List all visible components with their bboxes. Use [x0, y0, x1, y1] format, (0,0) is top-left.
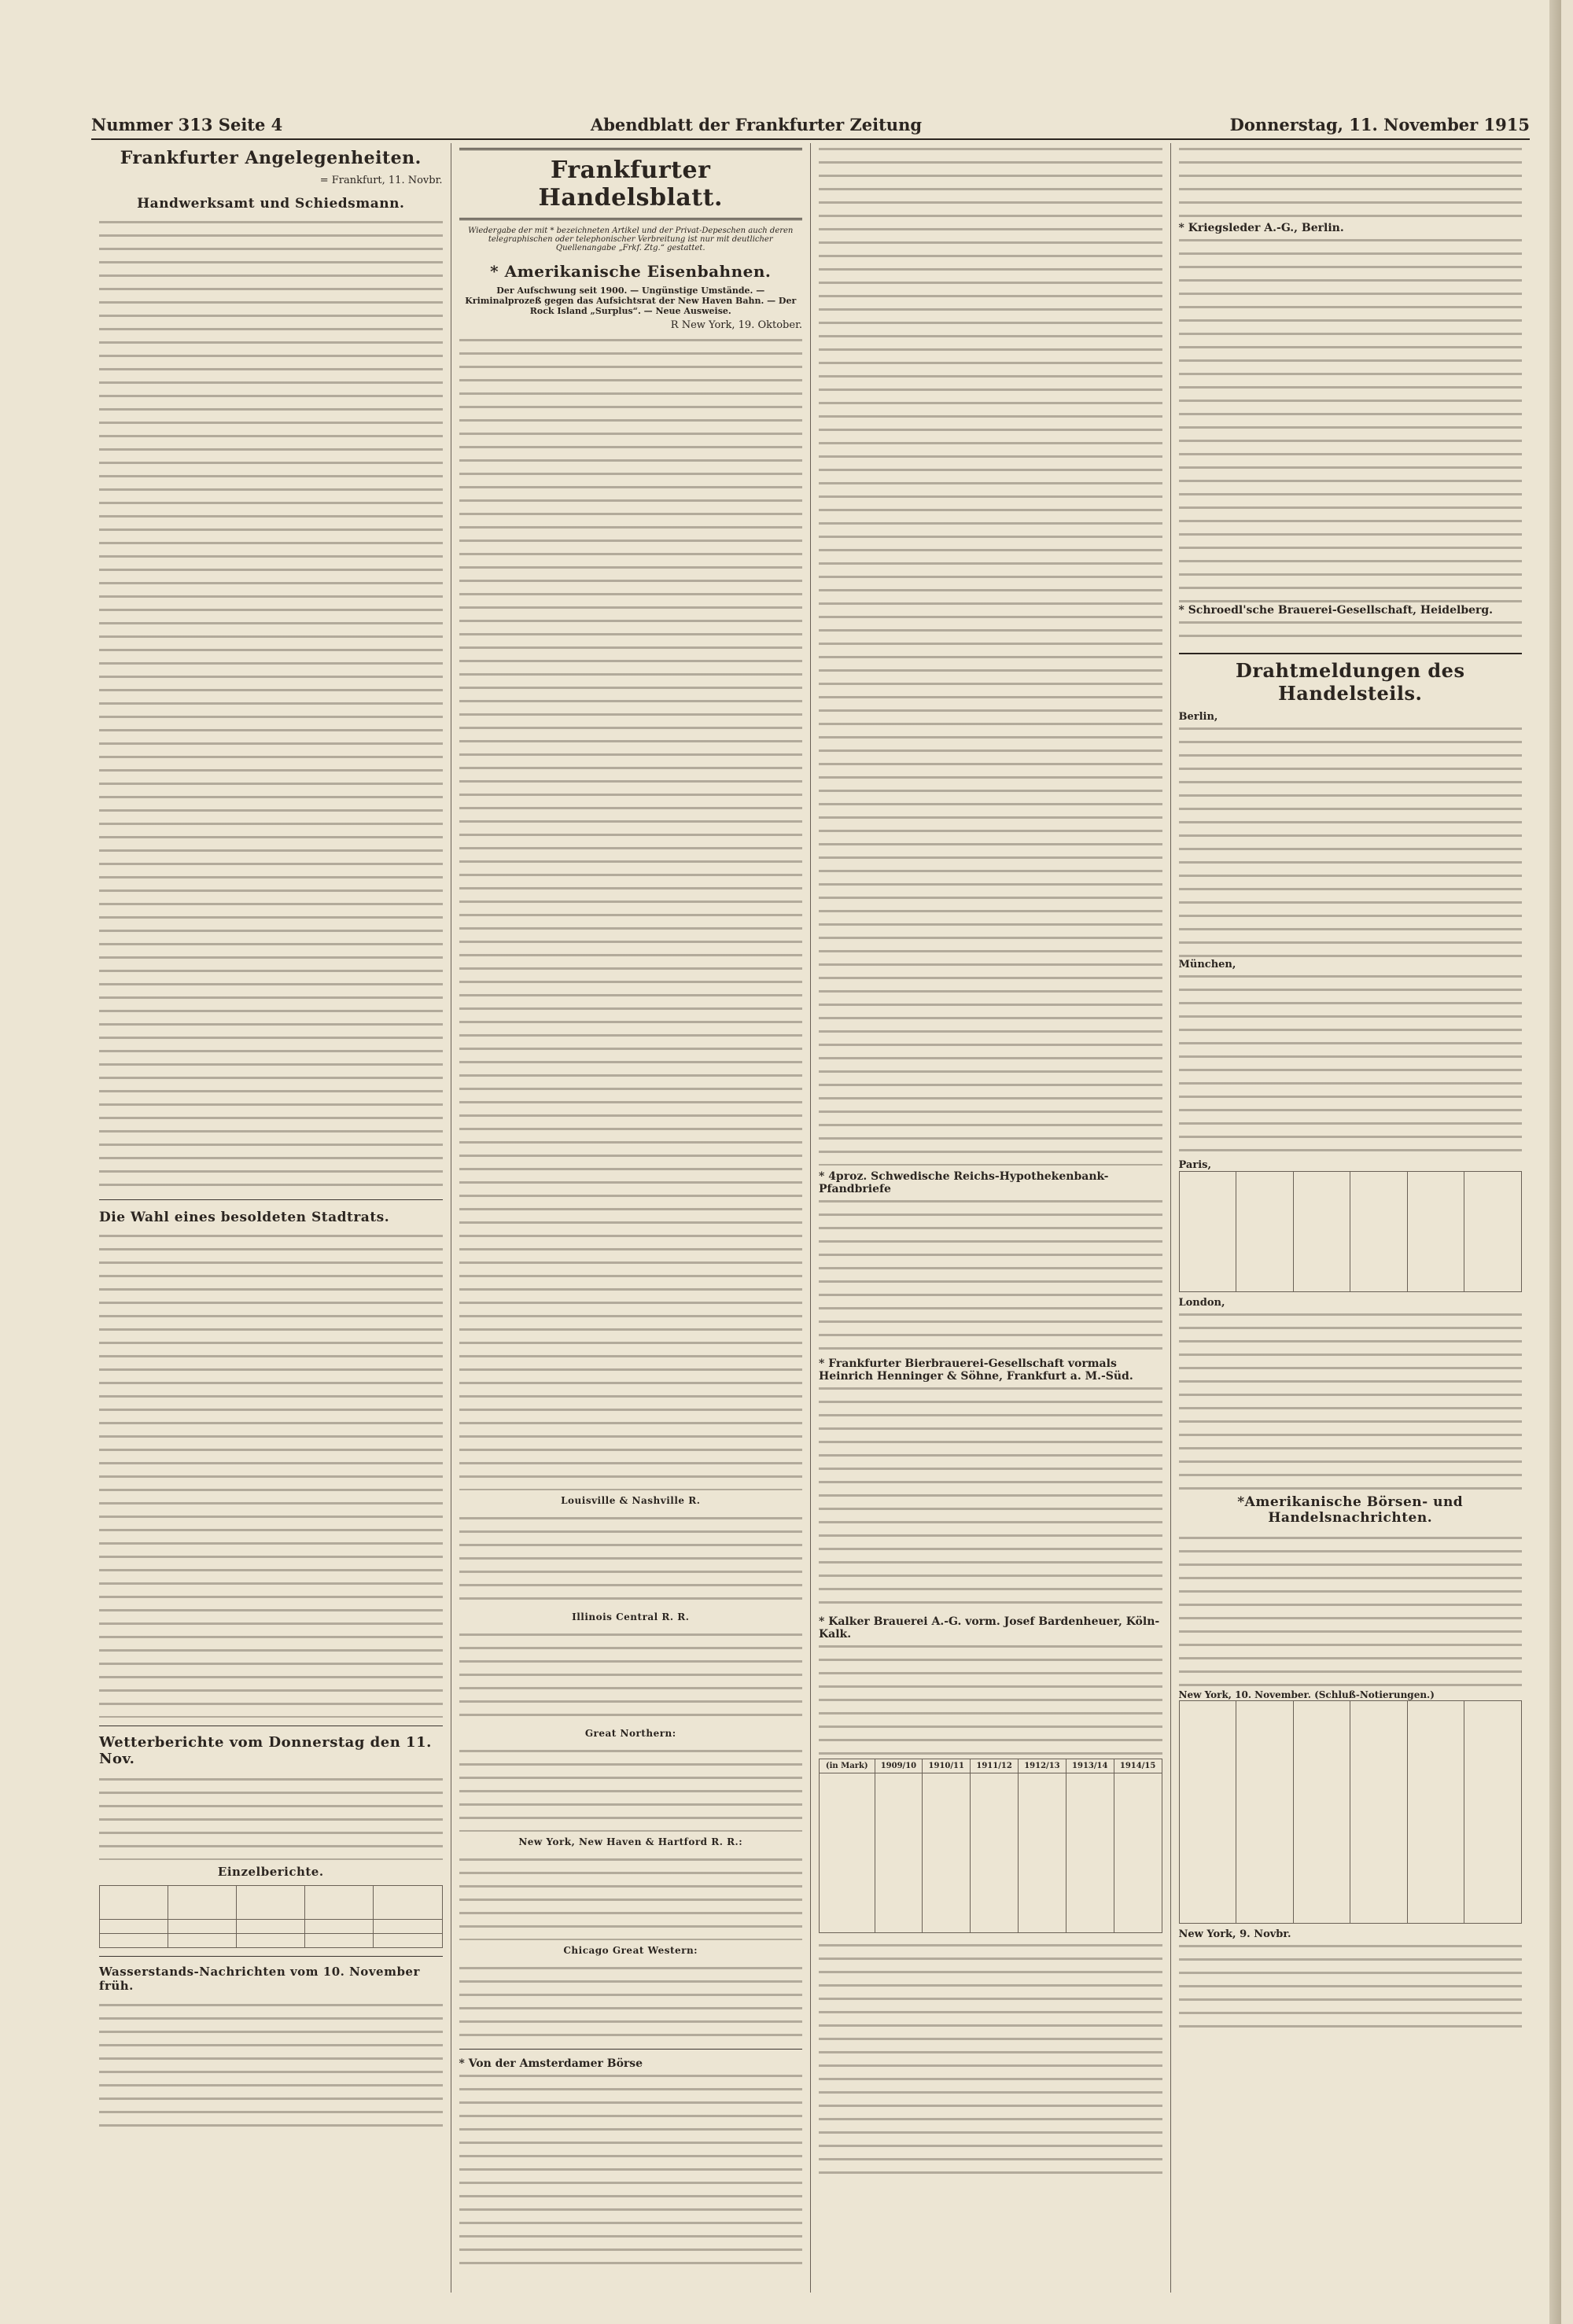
article-title-kalker: * Kalker Brauerei A.-G. vorm. Josef Bardenheuer, Köln-Kalk.	[819, 1615, 1160, 1641]
article-body-schroedl	[1179, 617, 1523, 648]
article-body-schwedische	[819, 1195, 1162, 1353]
article-dateline: R New York, 19. Oktober.	[670, 319, 802, 331]
article-title-schwedische: * 4proz. Schwedische Reichs-Hypothekenbank-Pfandbriefe	[819, 1170, 1109, 1195]
dateline: = Frankfurt, 11. Novbr.	[319, 175, 443, 186]
article-body-eisenbahnen	[459, 334, 803, 1490]
table-illinois	[459, 1629, 803, 1723]
city-paris: Paris,	[1178, 1159, 1211, 1171]
table-new-haven	[459, 1854, 803, 1940]
article-body-continued	[1179, 143, 1523, 222]
article-body-stadtrat	[99, 1230, 443, 1718]
article-body-amsterdam	[459, 2070, 803, 2274]
article-title-henninger: * Frankfurter Bierbrauerei-Gesellschaft vormals Heinrich Henninger & Söhne, Frankfurt a. M.-Süd.	[819, 1357, 1133, 1383]
column-telegrams	[1171, 143, 1531, 2293]
newspaper-title: Abendblatt der Frankfurter Zeitung	[590, 114, 923, 134]
article-body-kalker	[819, 1641, 1162, 1759]
section-title-handelsblatt: Frankfurter Handelsblatt.	[459, 148, 803, 220]
column-handelsblatt	[451, 143, 812, 2293]
paris-quotes-table	[1179, 1171, 1523, 1292]
article-title-eisenbahnen: * Amerikanische Eisenbahnen.	[490, 262, 772, 281]
water-level-title: Wasserstands-Nachrichten vom 10. November früh.	[99, 1965, 420, 1993]
table-header-cell: 1909/10	[875, 1759, 923, 1773]
reprint-note: Wiedergabe der mit * bezeichneten Artikel und der Privat-Depeschen auch deren telegraphischen oder telephonischer Verbreitung ist nur mit deutlicher Quellenangabe „Frkf. Ztg.“ gestattet.	[468, 227, 794, 252]
page-header	[91, 110, 1530, 140]
issue-number: Nummer 313 Seite 4	[91, 114, 283, 134]
report-berlin	[1179, 723, 1523, 959]
divider	[99, 1199, 443, 1200]
table-header-cell: 1910/11	[923, 1759, 971, 1773]
issue-date: Donnerstag, 11. November 1915	[1229, 114, 1530, 134]
report-london	[1179, 1309, 1523, 1490]
table-header-cell: 1911/12	[971, 1759, 1019, 1773]
article-body-henninger	[819, 1383, 1162, 1611]
article-title-kriegsleder: * Kriegsleder A.-G., Berlin.	[1178, 222, 1344, 234]
page-binding-edge	[1549, 0, 1561, 2324]
table-chicago	[459, 1962, 803, 2041]
article-body-kriegsleder	[1179, 234, 1523, 604]
table-title-illinois: Illinois Central R. R.	[572, 1611, 690, 1622]
article-body-kalker-continued	[819, 1939, 1162, 2175]
ny2-title: New York, 9. Novbr.	[1178, 1928, 1291, 1940]
article-body-handwerksamt	[99, 216, 443, 1191]
table-title-great-northern: Great Northern:	[584, 1728, 676, 1739]
weather-body	[99, 1773, 443, 1860]
table-title-chicago: Chicago Great Western:	[563, 1945, 698, 1956]
article-title-stadtrat: Die Wahl eines besoldeten Stadtrats.	[99, 1210, 390, 1225]
weather-table	[99, 1885, 443, 1948]
table-header-cell: 1913/14	[1066, 1759, 1114, 1773]
section-title-american: *Amerikanische Börsen- und Handelsnachrichten.	[1237, 1494, 1464, 1526]
section-title-telegrams: Drahtmeldungen des Handelsteils.	[1179, 653, 1523, 705]
table-title-new-haven: New York, New Haven & Hartford R. R.:	[518, 1836, 743, 1847]
columns	[91, 143, 1530, 2293]
detail-reports-title: Einzelberichte.	[217, 1865, 324, 1879]
divider	[459, 2049, 803, 2050]
divider	[99, 1956, 443, 1957]
article-title-amsterdam: * Von der Amsterdamer Börse	[459, 2057, 643, 2070]
column-local-news	[91, 143, 451, 2293]
report-ny2	[1179, 1940, 1523, 2035]
ny-quotes-title: New York, 10. November. (Schluß-Notierungen.)	[1178, 1689, 1435, 1700]
article-title-schroedl: * Schroedl'sche Brauerei-Gesellschaft, Heidelberg.	[1178, 604, 1494, 617]
report-munich	[1179, 970, 1523, 1159]
table-great-northern	[459, 1745, 803, 1832]
city-london: London,	[1178, 1297, 1225, 1309]
table-header-cell: (in Mark)	[820, 1759, 875, 1773]
table-header-row	[820, 1759, 1162, 1773]
table-louisville	[459, 1512, 803, 1607]
table-title-louisville: Louisville & Nashville R.	[561, 1495, 701, 1506]
city-munich: München,	[1178, 959, 1236, 970]
article-subtitle: Der Aufschwung seit 1900. — Ungünstige Umstände. — Kriminalprozeß gegen das Aufsichtsrat der New Haven Bahn. — Der Rock Island „Surplus“. — Neue Ausweise.	[465, 285, 797, 316]
water-level-body	[99, 1999, 443, 2133]
city-berlin: Berlin,	[1178, 711, 1218, 723]
weather-title: Wetterberichte vom Donnerstag den 11. Nov.	[99, 1734, 432, 1767]
kalker-balance-table	[819, 1759, 1162, 1933]
article-body-continued	[819, 143, 1162, 1166]
table-header-cell: 1912/13	[1019, 1759, 1066, 1773]
report-american	[1179, 1532, 1523, 1689]
section-title-local: Frankfurter Angelegenheiten.	[120, 148, 422, 168]
column-finance-news	[811, 143, 1171, 2293]
table-header-cell: 1914/15	[1114, 1759, 1162, 1773]
ny-quotes-table	[1179, 1700, 1523, 1924]
article-title-handwerksamt: Handwerksamt und Schiedsmann.	[137, 196, 405, 212]
